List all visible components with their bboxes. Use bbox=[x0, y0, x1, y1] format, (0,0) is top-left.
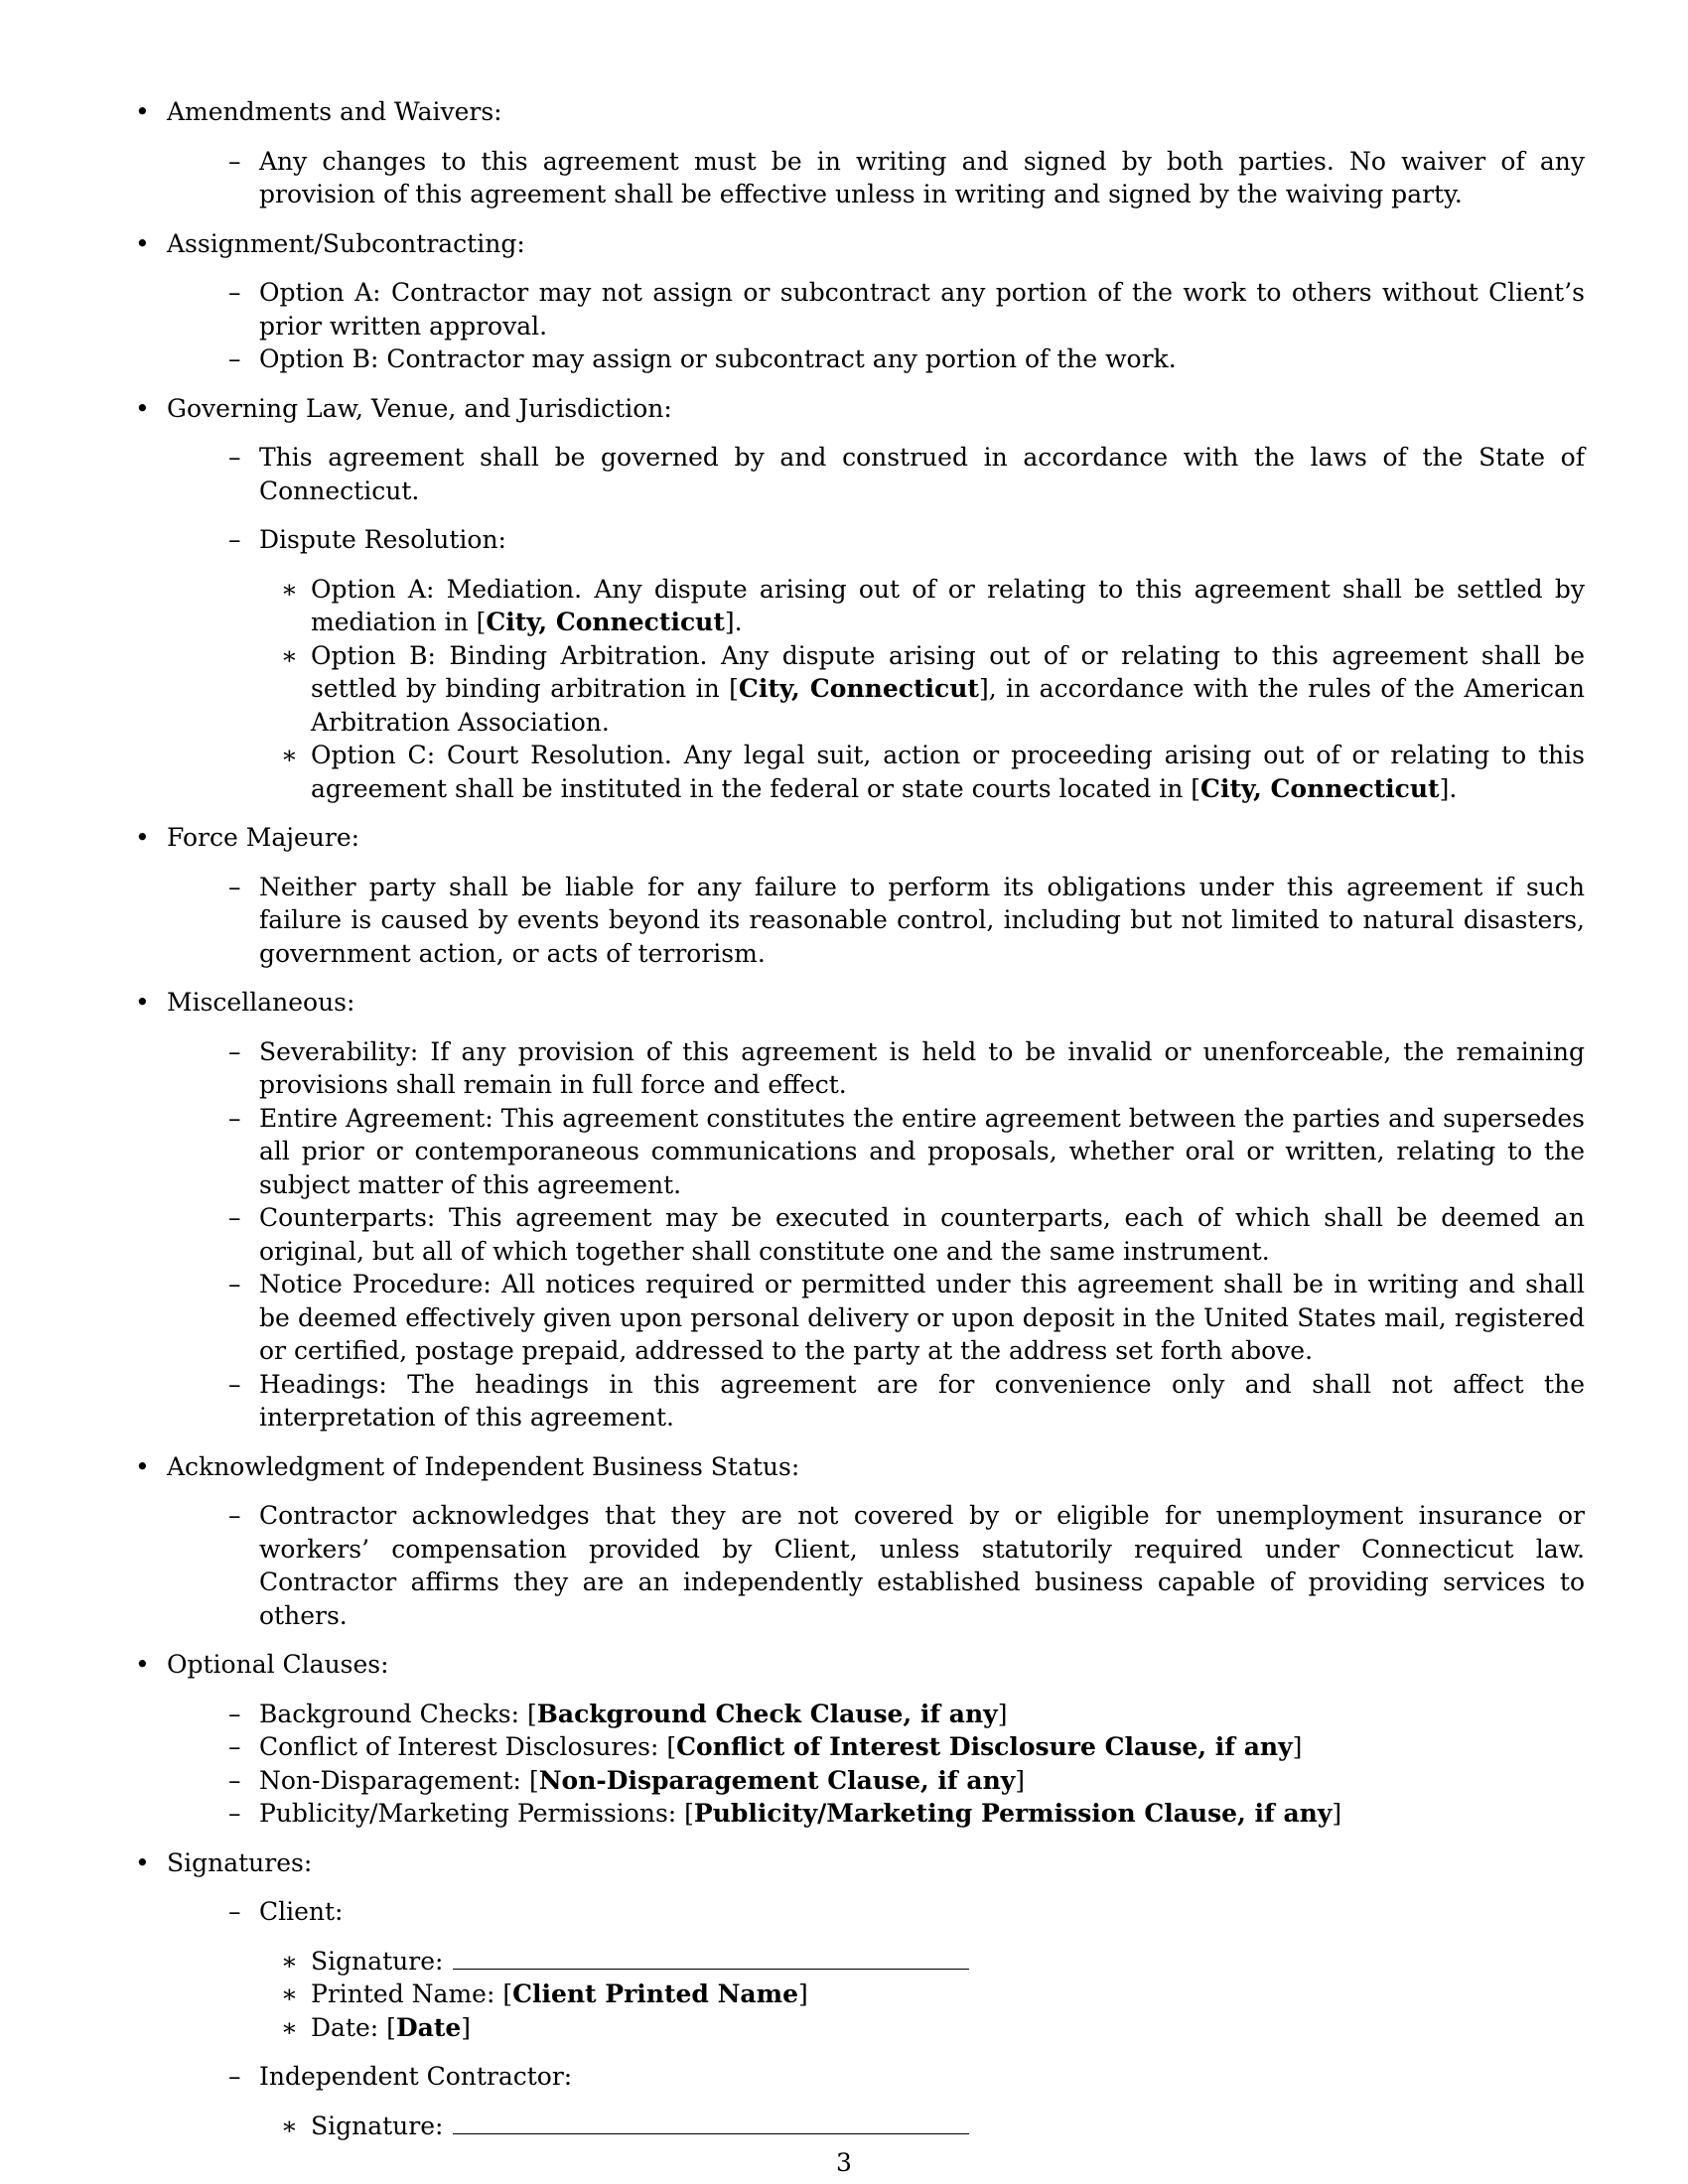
section-force-majeure bbox=[135, 821, 1585, 970]
list-item: – Any changes to this agreement must be in writing and signed by both parties. No waiver of any provision of this agreement shall be effective unless in writing and signed by the waiving party. bbox=[167, 145, 1585, 211]
list-item: ∗ Signature: bbox=[259, 1945, 1585, 1979]
section-list bbox=[135, 95, 1585, 2142]
placeholder-field: City, Connecticut bbox=[738, 674, 979, 703]
list-item: – Option A: Contractor may not assign or subcontract any portion of the work to others without Client’s prior written approval. bbox=[167, 276, 1585, 342]
list-item-client bbox=[167, 1895, 1585, 2044]
list-item: ∗ Option A: Mediation. Any dispute arising out of or relating to this agreement shall be settled by mediation in [City, Connecticut]. bbox=[259, 573, 1585, 639]
list-item: – Entire Agreement: This agreement constitutes the entire agreement between the parties and supersedes all prior or contemporaneous communications and proposals, whether oral or written, relating to the subject matter of this agreement. bbox=[167, 1102, 1585, 1202]
section-title: Miscellaneous: bbox=[167, 988, 355, 1017]
section-acknowledgment bbox=[135, 1450, 1585, 1633]
section-optional-clauses bbox=[135, 1648, 1585, 1831]
list-item: ∗ Option B: Binding Arbitration. Any dispute arising out of or relating to this agreement shall be settled by binding arbitration in [City, Connecticut], in accordance with the rules of the American Arbitration Association. bbox=[259, 639, 1585, 740]
section-miscellaneous bbox=[135, 986, 1585, 1434]
section-assignment bbox=[135, 227, 1585, 376]
subsection-title: Independent Contractor: bbox=[259, 2062, 573, 2091]
list-item: – Counterparts: This agreement may be executed in counterparts, each of which shall be deemed an original, but all of which together shall constitute one and the same instrument. bbox=[167, 1201, 1585, 1268]
list-item-dispute-resolution bbox=[167, 523, 1585, 805]
list-item: ∗ Signature: bbox=[259, 2110, 1585, 2143]
section-title: Force Majeure: bbox=[167, 823, 360, 852]
list-item: – This agreement shall be governed by and construed in accordance with the laws of the State of Connecticut. bbox=[167, 441, 1585, 507]
section-title: Governing Law, Venue, and Jurisdiction: bbox=[167, 393, 672, 423]
list-item: – Option B: Contractor may assign or subcontract any portion of the work. bbox=[167, 342, 1585, 376]
list-item: ∗ Option C: Court Resolution. Any legal suit, action or proceeding arising out of or relating to this agreement shall be instituted in the federal or state courts located in [City, Connecticut]. bbox=[259, 739, 1585, 805]
section-title: Optional Clauses: bbox=[167, 1650, 389, 1679]
subsection-title: Dispute Resolution: bbox=[259, 525, 506, 554]
section-signatures bbox=[135, 1846, 1585, 2143]
placeholder-field: Non-Disparagement Clause, if any bbox=[538, 1765, 1016, 1795]
page-number: 3 bbox=[836, 2148, 852, 2177]
list-item-contractor bbox=[167, 2060, 1585, 2142]
section-governing-law bbox=[135, 392, 1585, 806]
section-title: Acknowledgment of Independent Business Status: bbox=[167, 1451, 800, 1481]
list-item: ∗ Date: [Date] bbox=[259, 2011, 1585, 2045]
placeholder-field: Client Printed Name bbox=[512, 1979, 798, 2008]
client-signature-line[interactable] bbox=[453, 1947, 969, 1970]
placeholder-field: City, Connecticut bbox=[1200, 773, 1440, 803]
section-title: Amendments and Waivers: bbox=[167, 97, 502, 126]
placeholder-field: Publicity/Marketing Permission Clause, if any bbox=[693, 1799, 1333, 1828]
placeholder-field: Date bbox=[395, 2012, 462, 2042]
list-item: – Headings: The headings in this agreement are for convenience only and shall not affect the interpretation of this agreement. bbox=[167, 1368, 1585, 1434]
section-title: Signatures: bbox=[167, 1847, 313, 1877]
list-item: – Background Checks: [Background Check Clause, if any] bbox=[167, 1698, 1585, 1731]
section-title: Assignment/Subcontracting: bbox=[167, 228, 525, 258]
list-item: – Conflict of Interest Disclosures: [Conflict of Interest Disclosure Clause, if any] bbox=[167, 1730, 1585, 1764]
list-item: – Non-Disparagement: [Non-Disparagement Clause, if any] bbox=[167, 1764, 1585, 1798]
list-item: – Publicity/Marketing Permissions: [Publicity/Marketing Permission Clause, if any] bbox=[167, 1797, 1585, 1831]
placeholder-field: City, Connecticut bbox=[486, 608, 725, 636]
list-item: – Severability: If any provision of this agreement is held to be invalid or unenforceable, the remaining provisions shall remain in full force and effect. bbox=[167, 1035, 1585, 1102]
list-item: – Neither party shall be liable for any failure to perform its obligations under this agreement if such failure is caused by events beyond its reasonable control, including but not limited to natural disasters, government action, or acts of terrorism. bbox=[167, 871, 1585, 971]
list-item: – Contractor acknowledges that they are not covered by or eligible for unemployment insurance or workers’ compensation provided by Client, unless statutorily required under Connecticut law. Contractor affirms they are an independently established business capable of providing services to others. bbox=[167, 1499, 1585, 1632]
subsection-title: Client: bbox=[259, 1897, 344, 1926]
section-amendments bbox=[135, 95, 1585, 211]
contractor-signature-line[interactable] bbox=[453, 2112, 969, 2134]
placeholder-field: Conflict of Interest Disclosure Clause, if any bbox=[676, 1732, 1293, 1761]
placeholder-field: Background Check Clause, if any bbox=[536, 1699, 998, 1728]
list-item: ∗ Printed Name: [Client Printed Name] bbox=[259, 1978, 1585, 2011]
list-item: – Notice Procedure: All notices required or permitted under this agreement shall be in writing and shall be deemed effectively given upon personal delivery or upon deposit in the United States mail, registered or certified, postage prepaid, addressed to the party at the address set forth above. bbox=[167, 1268, 1585, 1368]
